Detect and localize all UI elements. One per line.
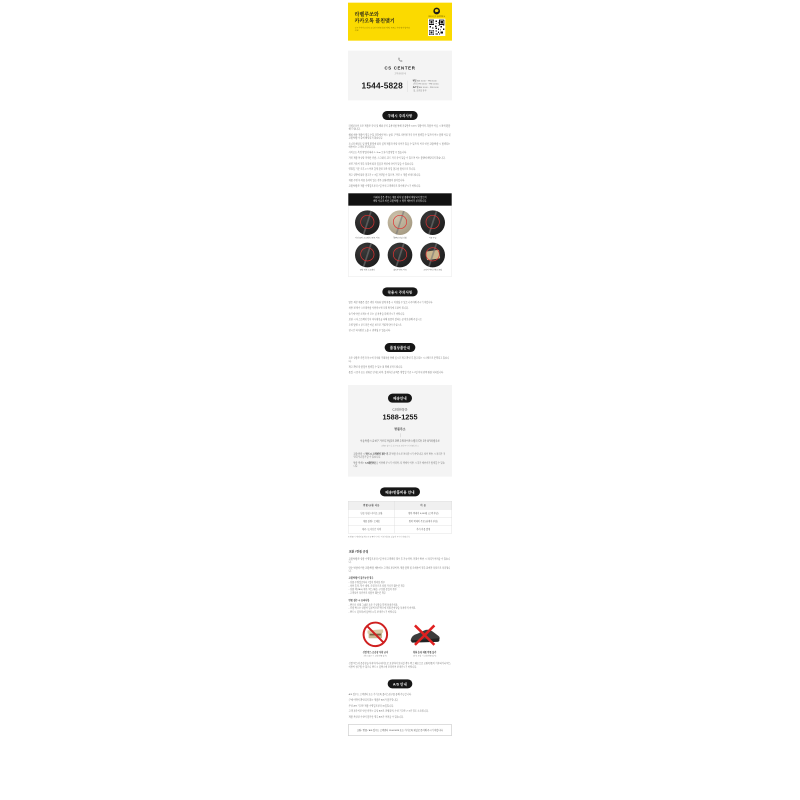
defect-photo-item — [385, 210, 415, 239]
exchange-return-section — [348, 550, 452, 614]
notice-paragraph: 교환/반품은 제품 수령일로부터 7일 이내 고객센터로 접수해 주시기 바랍니다. — [348, 184, 421, 188]
impossible-cases-list — [349, 581, 452, 595]
defect-guide-header — [348, 193, 451, 205]
red-circle-annotation — [360, 215, 374, 229]
notice-paragraph: 제품 특성상 수선이 불가한 경우 A/S가 어려울 수 있습니다. — [348, 715, 404, 719]
cell-cost: 왕복 택배비 무료 (판매자 부담) — [395, 517, 452, 525]
courier-name: CJ대한통운 — [392, 407, 408, 412]
defect-header-line1: 아래와 같은 경우는 제품 하자 및 불량에 해당되지 않으며 — [373, 196, 427, 199]
impossible-case-item: - 상품 택(TAG) 제거, 박스 훼손, 구성품 분실의 경우 — [348, 588, 397, 591]
return-address-note: (반품 접수 후 위 주소로 보내주시기 바랍니다.) — [381, 445, 419, 448]
return-address: 서울특별시 금천구 가산디지털1로 168 우림라이온스밸리 C동 1층 (주)라벨루쏘 — [360, 439, 440, 443]
caution-item: - 신발 박스는 상품의 일부이므로 박스에 직접 운송장을 부착하지 마세요. — [348, 607, 417, 610]
cs-center-subtitle: 고객센터안내 — [394, 73, 406, 76]
defect-photo-item — [385, 243, 415, 272]
kakao-channel-label: 플러스친구 @라벨루쏘 — [428, 15, 445, 18]
return-address-label: 반품주소 — [394, 427, 406, 431]
shoebox-warning-caption: 신발 박스 운송장 부착 금지 — [362, 651, 389, 654]
shipping-note: 교환/반품 시 반드시 고객센터 접수 후 위 반품 주소로 보내주시기 바랍니다. 임의 반송 시 처리가 지연되거나 불가할 수 있습니다. — [353, 452, 446, 459]
hours-line: 일, 공휴일 휴무 — [413, 89, 427, 92]
shoebox-warning-figure — [355, 620, 395, 657]
impossible-case-item: - 고객님의 부주의로 상품이 훼손된 경우 — [348, 591, 386, 595]
notice-paragraph: 라벨루쏘의 모든 제품은 국내 및 해외 공식 유통처를 통해 공급받은 100% 정품이며, 정품이 아닐 시 전액 환불해 드립니다. — [348, 124, 451, 131]
notice-paragraph: 품절 시 문자 또는 전화로 안내드리며, 결제하신 금액은 영업일 기준 1~3일 이내 전액 환불 처리됩니다. — [348, 371, 444, 374]
banner-text — [355, 11, 412, 32]
caution-list — [349, 603, 452, 613]
exchange-paragraphs — [349, 557, 452, 572]
cell-reason: 제주 / 도서산간 지역 — [348, 525, 395, 533]
photo-caption: 원단 미세 스크래치 — [359, 269, 375, 272]
defect-photo-item — [418, 243, 448, 272]
notice-paragraph: 밝은 색상 제품은 짙은 색상 의류와 함께 착용 시 이염될 수 있으니 주의해 주시기 바랍니다. — [348, 301, 434, 304]
notice-paragraph: 구매 이력이 확인되지 않는 제품은 A/S가 불가합니다. — [348, 698, 399, 702]
cs-center-block — [348, 51, 452, 101]
worn-shoe-image — [405, 620, 445, 648]
photo-caption: 재봉선 마감 실밥 — [393, 237, 407, 240]
product-detail-photo — [355, 243, 380, 268]
footer-contact-box: 교환 / 반품 / A/S 접수는 고객센터 1544-5828 또는 카카오톡 채널로 문의해 주시기 바랍니다. — [348, 725, 452, 736]
product-detail-photo — [388, 243, 413, 268]
red-circle-annotation — [360, 247, 374, 261]
banner-title-line2: 카카오톡 플친맺기 — [354, 18, 395, 24]
cell-reason: 단순 변심 / 사이즈 교환 — [348, 509, 395, 517]
kakao-banner[interactable] — [348, 3, 452, 41]
red-circle-annotation — [393, 215, 407, 229]
product-detail-photo — [355, 210, 380, 235]
red-circle-annotation — [393, 247, 407, 261]
return-warning-images — [348, 620, 452, 657]
qr-code — [428, 18, 445, 35]
photo-caption: 가죽 주름 — [428, 237, 437, 240]
phone-icon — [397, 57, 402, 64]
notice-paragraph: 모니터 해상도 및 촬영 환경에 따라 실제 제품과 색상 차이가 있을 수 있으며, 이로 인한 교환/반품 시 발생되는 배송비는 고객님 부담입니다. — [348, 142, 451, 149]
defect-header-line2: 해당 사유로 인한 교환/반품 시 왕복 배송비가 부과됩니다. — [373, 199, 427, 203]
notice-paragraph: 영업일 기준 오후 2시 이전 결제 완료 건은 당일 출고를 원칙으로 합니다. — [348, 168, 416, 171]
exchange-paragraph: 교환/반품은 상품 수령일로부터 7일 이내 고객센터 접수 후 가능하며, 미접수 반송 시 처리가 어려울 수 있습니다. — [348, 557, 451, 564]
defect-photo-grid — [348, 206, 451, 273]
defect-photo-item — [418, 210, 448, 239]
impossible-case-item: - 착용 흔적, 향수 냄새, 오염 등으로 상품 가치가 훼손된 경우 — [348, 584, 405, 588]
photo-caption: 스티커 부착 / 박스 눌림 — [423, 269, 442, 272]
business-hours — [413, 80, 439, 93]
caution-item: - 반드시 겉포장(비닐/박스) 후 보내주시기 바랍니다. — [348, 610, 397, 613]
purchase-notice-list — [348, 125, 452, 188]
section-pill-soldout: 품절상품안내 — [385, 343, 416, 352]
red-circle-annotation — [426, 215, 440, 229]
return-warning-paragraph: 신발 박스에 운송장을 부착하거나 테이프로 포장하여 보내실 경우 박스 훼손으로 교환/반품이 거부되거나 박스 비용이 청구될 수 있으니 반드시 겉박스에 포장하여 보내주시기 바랍니다. — [348, 662, 451, 669]
content-column — [348, 0, 452, 744]
as-notice-list — [348, 693, 452, 719]
section-pill-cost: 배송/반품비용 안내 — [380, 487, 420, 496]
cs-center-title: CS CENTER — [384, 65, 416, 71]
banner-title-line1: 라벨루쏘와 — [354, 11, 379, 18]
cs-phone-number: 1544-5828 — [361, 81, 403, 91]
table-header-reason: 반품/교환 사유 — [348, 501, 395, 509]
photo-caption: 접착부 본드 자국 — [393, 269, 407, 272]
product-detail-photo — [420, 243, 445, 268]
section-pill-purchase: 구매시 주의사항 — [382, 111, 417, 120]
cell-cost: 추가 비용 발생 — [395, 525, 452, 533]
photo-caption: 지퍼 풀러 스크래치 / 본드 자국 — [355, 237, 380, 240]
defect-photo-item — [352, 210, 382, 239]
notice-paragraph: 습기에 약한 소재는 비 오는 날 착용을 피해 주시기 바랍니다. — [348, 312, 405, 315]
defect-photo-item — [352, 243, 382, 272]
table-row — [348, 517, 452, 525]
notice-paragraph: 사이즈는 측정 방법에 따라 1~3cm 오차가 발생할 수 있습니다. — [348, 151, 407, 154]
notice-paragraph: 가죽 제품 특성상 미세한 주름, 스크래치, 본드 자국 등이 있을 수 있으며 이는 불량에 해당되지 않습니다. — [348, 156, 446, 160]
bottom-spacer — [348, 736, 452, 744]
exchange-paragraph: 단순 변심에 의한 교환/반품 배송비는 고객님 부담이며, 제품 불량 및 오배송의 경우 판매자 부담으로 처리됩니다. — [348, 566, 451, 573]
notice-paragraph: 재고 확인 중 품절이 발생할 수 있는 점 양해 부탁드립니다. — [348, 365, 403, 369]
worn-shoe-warning-figure — [405, 620, 445, 657]
section-pill-shipping: 배송안내 — [388, 394, 412, 403]
return-cost-table — [348, 501, 452, 533]
notice-paragraph: 모든 상품은 주문과 동시에 국내외 거래처를 통해 실시간 재고 확인 후 출고되는 시스템으로 운영되고 있습니다. — [348, 356, 450, 363]
cell-cost: 왕복 택배비 6,000원 (고객 부담) — [395, 509, 452, 517]
wear-notice-list — [348, 301, 452, 332]
worn-shoe-warning-caption: 착화 흔적 제품 반품 불가 — [412, 651, 437, 654]
shoebox-prohibited-image — [355, 620, 395, 648]
exchange-title: 교환 / 반품 규정 — [348, 550, 369, 554]
section-pill-as: A/S 안내 — [388, 679, 413, 688]
defect-guide-box — [348, 193, 452, 277]
hours-line: 토요일AM 10:00 ~ PM 01:00 — [412, 86, 439, 89]
product-detail-photo — [420, 210, 445, 235]
notice-paragraph: 무상 A/S 기간은 제품 수령일로부터 30일입니다. — [348, 704, 394, 707]
shipping-notes — [353, 452, 446, 467]
notice-paragraph: 착용 전 방수 스프레이를 사용하시면 오염 방지에 도움이 됩니다. — [348, 307, 409, 310]
table-row — [348, 525, 452, 533]
soldout-notice-list — [348, 357, 452, 375]
notice-paragraph: 장시간 직사광선 노출 시 변색될 수 있습니다. — [348, 329, 391, 332]
cost-table-note: ※ 반품 시 택배비를 박스에 동봉하시거나 지정 계좌로 입금해 주시기 바랍니다. — [348, 536, 411, 539]
table-header-row — [348, 501, 452, 509]
hours-line: (점심 PM 12:00 ~ PM 01:00) — [413, 83, 439, 86]
notice-paragraph: 해외 배송 제품의 경우 수입 과정에서 박스 눌림, 구겨짐, 테이핑 자국 등이 발생할 수 있으며 이는 불량 사유 및 교환/반품 사유에 해당되지 않습니다. — [348, 133, 451, 140]
impossible-cases-title: 교환/반품이 불가능한 경우 — [348, 577, 374, 580]
table-row — [348, 509, 452, 517]
banner-subtitle: 친구 추가하고 신상 소식과 다양한 할인 혜택, 쿠폰을 가장 먼저 받아보세요! — [354, 27, 410, 32]
impossible-case-item: - 상품 수령일로부터 7일이 경과한 경우 — [348, 581, 385, 584]
notice-paragraph: 고객 부주의로 인한 하자는 유상 A/S로 진행되며, 수선 기간은 2~4주 정도 소요됩니다. — [348, 710, 429, 713]
courier-phone-number: 1588-1255 — [382, 412, 418, 422]
caution-item: - 받으신 상태 그대로 모든 구성품을 함께 보내주세요. — [348, 603, 399, 606]
notice-paragraph: 제품 수령 후 착용 흔적이 있는 경우 교환/반품이 불가합니다. — [348, 179, 405, 182]
section-pill-wear: 착용시 주의사항 — [382, 287, 417, 296]
notice-paragraph: A/S 접수는 고객센터 또는 카카오톡 플러스친구를 통해 가능합니다. — [348, 693, 412, 696]
red-circle-annotation — [426, 247, 440, 261]
product-detail-photo — [388, 210, 413, 235]
cell-reason: 제품 불량 / 오배송 — [348, 517, 395, 525]
table-header-cost: 비 용 — [395, 501, 452, 509]
kakaotalk-icon — [433, 7, 440, 14]
notice-paragraph: 천연 가죽의 경우 부위에 따라 질감과 색상에 차이가 있을 수 있습니다. — [348, 162, 414, 165]
worn-shoe-warning-subcaption: (밑창 오염 시 교환/반품 불가) — [413, 655, 437, 658]
notice-paragraph: 오염 발생 시 부드러운 마른 천으로 가볍게 닦아 주십시오. — [348, 323, 403, 327]
shipping-note: 반품 택배는 CJ대한통운을 이용해 주시기 바라며, 타 택배사 이용 시 추가 배송비가 발생할 수 있습니다. — [353, 461, 445, 468]
notice-paragraph: 보관 시 더스트백에 넣어 직사광선을 피해 통풍이 잘되는 곳에 보관해 주십시오. — [348, 318, 423, 321]
banner-kakao-block — [428, 7, 445, 35]
shoebox-warning-subcaption: (박스 훼손 시 교환/반품 불가) — [363, 655, 387, 658]
hours-line: 평일AM 10:00 ~ PM 05:00 — [412, 79, 437, 82]
shipping-info-block — [348, 385, 452, 477]
caution-title: 반품 접수 시 유의사항 — [348, 599, 370, 602]
notice-paragraph: 재고 상황에 따라 출고가 1~3일 지연될 수 있으며, 지연 시 개별 안내드립니다. — [348, 173, 421, 177]
